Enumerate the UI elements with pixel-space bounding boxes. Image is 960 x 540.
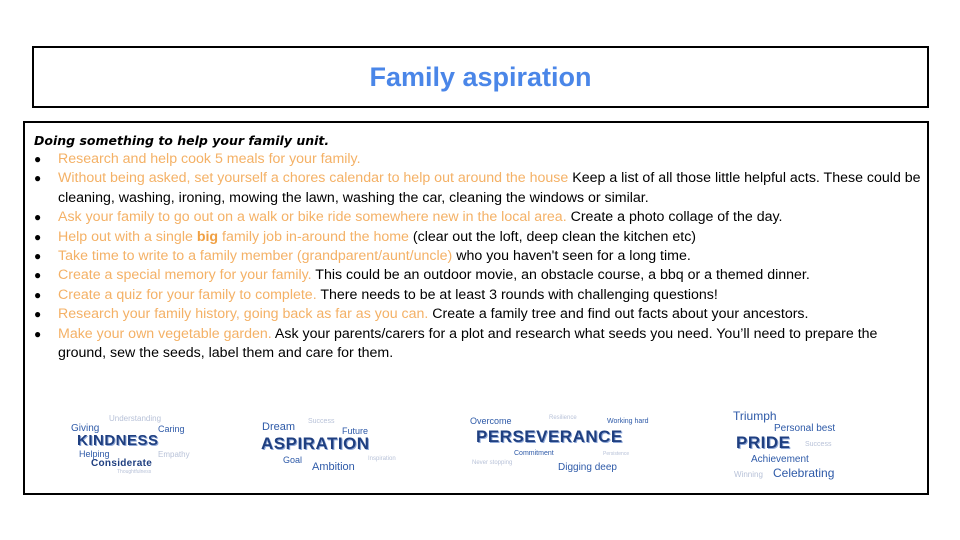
cloud-word: Giving <box>71 423 100 434</box>
cloud-word: Resilience <box>549 415 577 421</box>
list-item <box>34 169 924 208</box>
task-text: Keep a list of all those little helpful acts. These could be cleaning, washing, ironing, mowing the lawn, washing the car, cleaning the windows or similar. <box>58 170 921 206</box>
task-highlight-post: family job in-around the home <box>218 228 409 245</box>
task-highlight-pre: Help out with a single <box>58 228 197 245</box>
cloud-word: Caring <box>158 424 185 434</box>
list-item <box>34 266 924 285</box>
task-text: Create a family tree and find out facts about your ancestors. <box>428 306 809 323</box>
list-item <box>34 247 924 266</box>
section-heading: Doing something to help your family unit. <box>34 133 330 148</box>
list-item <box>34 286 924 305</box>
list-item <box>34 305 924 324</box>
cloud-main-word: PRIDE <box>736 433 791 452</box>
cloud-word: Future <box>342 426 369 436</box>
bullet-icon: ● <box>34 229 42 244</box>
task-highlight: Create a special memory for your family. <box>58 267 312 284</box>
page-title: Family aspiration <box>369 61 592 92</box>
task-text: This could be an outdoor movie, an obstacle course, a bbq or a themed dinner. <box>311 267 810 284</box>
cloud-word: Success <box>308 418 335 425</box>
cloud-word: Thoughtfulness <box>117 469 152 475</box>
cloud-word: Success <box>805 441 832 448</box>
pride-word-cloud <box>731 406 881 496</box>
title-box <box>32 46 929 108</box>
task-text: Create a photo collage of the day. <box>566 209 783 226</box>
word-clouds <box>25 406 931 496</box>
cloud-word: Inspiration <box>368 456 396 462</box>
aspiration-word-cloud <box>258 416 418 471</box>
list-item <box>34 325 924 364</box>
bullet-icon: ● <box>34 268 42 283</box>
cloud-word: Considerate <box>91 458 153 469</box>
content-box <box>23 121 929 495</box>
bullet-icon: ● <box>34 210 42 225</box>
cloud-word: Empathy <box>158 450 190 459</box>
cloud-main-word: PERSEVERANCE <box>476 427 623 446</box>
cloud-word: Ambition <box>312 461 355 473</box>
list-item <box>34 228 924 247</box>
cloud-word: Achievement <box>751 454 809 465</box>
task-highlight: Make your own vegetable garden. <box>58 325 272 342</box>
task-highlight <box>58 229 409 245</box>
bullet-icon: ● <box>34 249 42 264</box>
bullet-icon: ● <box>34 171 42 186</box>
bullet-icon: ● <box>34 287 42 302</box>
cloud-word: Goal <box>283 455 303 465</box>
cloud-word: Helping <box>79 449 110 459</box>
task-highlight: Research your family history, going back as far as you can. <box>58 306 429 323</box>
perseverance-word-cloud <box>467 415 657 477</box>
cloud-word: Personal best <box>774 423 836 434</box>
cloud-word: Triumph <box>733 409 777 423</box>
task-highlight: Take time to write to a family member (grandparent/aunt/uncle) <box>58 248 453 265</box>
cloud-word: Overcome <box>470 416 512 426</box>
cloud-word: Winning <box>734 470 763 479</box>
task-highlight-bold: big <box>196 228 219 245</box>
task-text: (clear out the loft, deep clean the kitchen etc) <box>408 228 697 245</box>
task-highlight: Research and help cook 5 meals for your family. <box>58 151 361 167</box>
cloud-word: Never stopping <box>472 460 513 466</box>
cloud-main-word: KINDNESS <box>77 432 159 449</box>
list-item <box>34 150 924 169</box>
list-item <box>34 208 924 227</box>
kindness-word-cloud <box>65 414 205 474</box>
cloud-word: Understanding <box>109 414 162 423</box>
task-highlight: Without being asked, set yourself a chores calendar to help out around the house <box>58 170 569 187</box>
cloud-word: Persistence <box>603 451 630 457</box>
cloud-word: Celebrating <box>773 466 835 480</box>
task-highlight: Create a quiz for your family to complete. <box>58 286 317 303</box>
cloud-main-word: ASPIRATION <box>261 434 370 453</box>
task-highlight: Ask your family to go out on a walk or bike ride somewhere new in the local area. <box>58 209 567 226</box>
task-list <box>34 150 924 363</box>
cloud-word: Digging deep <box>558 462 617 473</box>
bullet-icon: ● <box>34 152 42 166</box>
cloud-word: Commitment <box>514 450 554 457</box>
task-text: who you haven't seen for a long time. <box>452 248 691 265</box>
bullet-icon: ● <box>34 326 42 341</box>
cloud-word: Working hard <box>607 418 649 425</box>
bullet-icon: ● <box>34 307 42 322</box>
task-text: There needs to be at least 3 rounds with challenging questions! <box>316 286 718 303</box>
cloud-word: Dream <box>262 421 296 433</box>
task-text: Ask your parents/carers for a plot and research what seeds you need. You’ll need to prepare the ground, sew the seeds, label them and care for them. <box>58 325 878 362</box>
